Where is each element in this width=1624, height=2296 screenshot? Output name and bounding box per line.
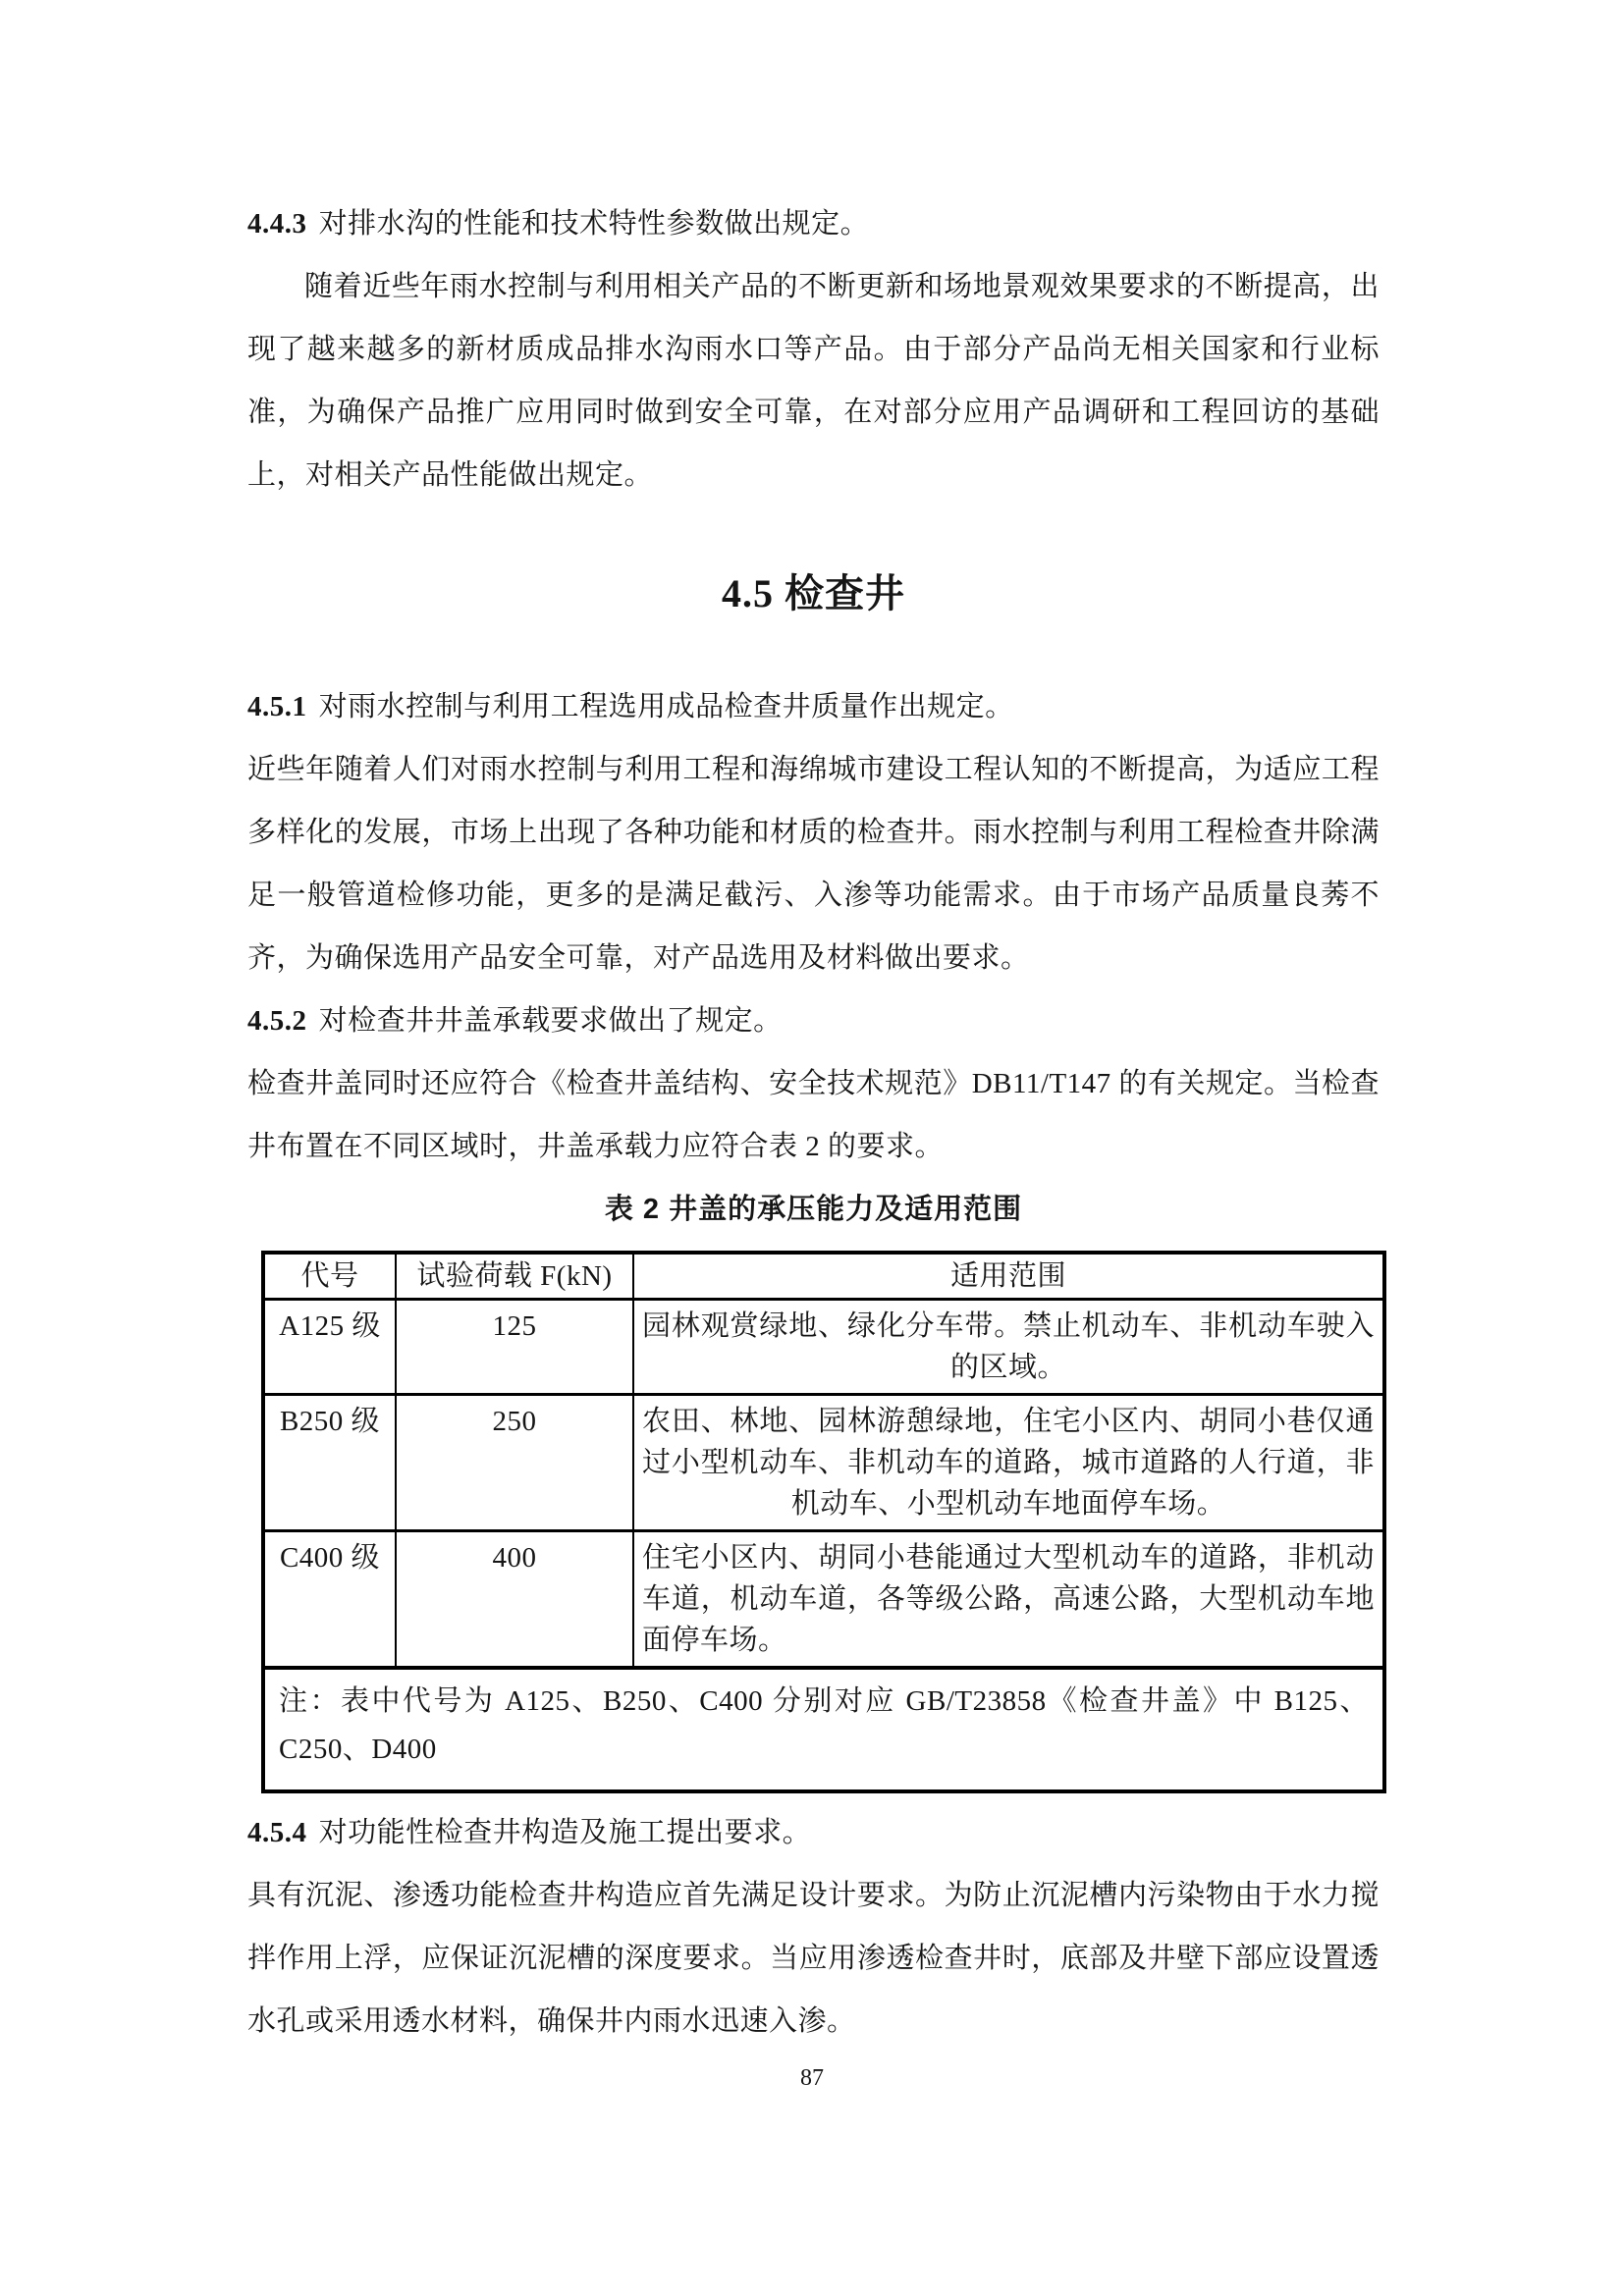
paragraph-4-5-1: 近些年随着人们对雨水控制与利用工程和海绵城市建设工程认知的不断提高，为适应工程多样化的发展，市场上出现了各种功能和材质的检查井。雨水控制与利用工程检查井除满足一般管道检修功能，更多的是满足截污、入渗等功能需求。由于市场产品质量良莠不齐，为确保选用产品安全可靠，对产品选用及材料做出要求。 bbox=[247, 754, 1380, 974]
section-4-5-2-number: 4.5.2 bbox=[247, 1005, 307, 1037]
manhole-cover-table bbox=[261, 1251, 1386, 1793]
section-4-4-3 bbox=[247, 192, 1380, 255]
table-row-a125 bbox=[263, 1299, 1384, 1394]
section-4-4-3-number: 4.4.3 bbox=[247, 208, 307, 240]
section-4-5-1 bbox=[247, 675, 1380, 738]
section-4-5-1-title: 对雨水控制与利用工程选用成品检查井质量作出规定。 bbox=[318, 691, 1014, 722]
table-row-b250 bbox=[263, 1394, 1384, 1530]
section-4-5-2 bbox=[247, 989, 1380, 1052]
cell-scope-c400: 住宅小区内、胡同小巷能通过大型机动车的道路，非机动车道，机动车道，各等级公路，高速公路，大型机动车地面停车场。 bbox=[633, 1530, 1384, 1668]
table-note: 注：表中代号为 A125、B250、C400 分别对应 GB/T23858《检查井盖》中 B125、C250、D400 bbox=[263, 1668, 1384, 1791]
cell-scope-a125: 园林观赏绿地、绿化分车带。禁止机动车、非机动车驶入的区域。 bbox=[633, 1299, 1384, 1394]
section-4-5-4-title: 对功能性检查井构造及施工提出要求。 bbox=[318, 1816, 812, 1848]
paragraph-4-4-3: 随着近些年雨水控制与利用相关产品的不断更新和场地景观效果要求的不断提高，出现了越来越多的新材质成品排水沟雨水口等产品。由于部分产品尚无相关国家和行业标准，为确保产品推广应用同时做到安全可靠，在对部分应用产品调研和工程回访的基础上，对相关产品性能做出规定。 bbox=[247, 271, 1380, 491]
header-code: 代号 bbox=[263, 1253, 396, 1299]
heading-4-5: 4.5 检查井 bbox=[722, 571, 905, 615]
cell-load-c400: 400 bbox=[396, 1530, 633, 1668]
section-4-5-4-number: 4.5.4 bbox=[247, 1816, 307, 1848]
section-4-5-2-title: 对检查井井盖承载要求做出了规定。 bbox=[318, 1005, 783, 1037]
page-content bbox=[247, 192, 1380, 2053]
cell-code-b250: B250 级 bbox=[263, 1394, 396, 1530]
cell-load-a125: 125 bbox=[396, 1299, 633, 1394]
page-number: 87 bbox=[800, 2065, 824, 2091]
table-caption: 表 2 井盖的承压能力及适用范围 bbox=[604, 1194, 1023, 1225]
section-4-4-3-title: 对排水沟的性能和技术特性参数做出规定。 bbox=[318, 208, 870, 240]
table-note-row bbox=[263, 1668, 1384, 1791]
section-4-5-4 bbox=[247, 1801, 1380, 1864]
paragraph-4-5-4: 具有沉泥、渗透功能检查井构造应首先满足设计要求。为防止沉泥槽内污染物由于水力搅拌作用上浮，应保证沉泥槽的深度要求。当应用渗透检查井时，底部及井壁下部应设置透水孔或采用透水材料，确保井内雨水迅速入渗。 bbox=[247, 1879, 1380, 2037]
section-4-5-1-number: 4.5.1 bbox=[247, 691, 307, 722]
header-scope: 适用范围 bbox=[633, 1253, 1384, 1299]
cell-scope-b250: 农田、林地、园林游憩绿地，住宅小区内、胡同小巷仅通过小型机动车、非机动车的道路，城市道路的人行道，非机动车、小型机动车地面停车场。 bbox=[633, 1394, 1384, 1530]
paragraph-4-5-2: 检查井盖同时还应符合《检查井盖结构、安全技术规范》DB11/T147 的有关规定。当检查井布置在不同区域时，井盖承载力应符合表 2 的要求。 bbox=[247, 1068, 1380, 1162]
cell-load-b250: 250 bbox=[396, 1394, 633, 1530]
cell-code-a125: A125 级 bbox=[263, 1299, 396, 1394]
header-test-load: 试验荷载 F(kN) bbox=[396, 1253, 633, 1299]
table-row-c400 bbox=[263, 1530, 1384, 1668]
cell-code-c400: C400 级 bbox=[263, 1530, 396, 1668]
table-header-row bbox=[263, 1253, 1384, 1299]
